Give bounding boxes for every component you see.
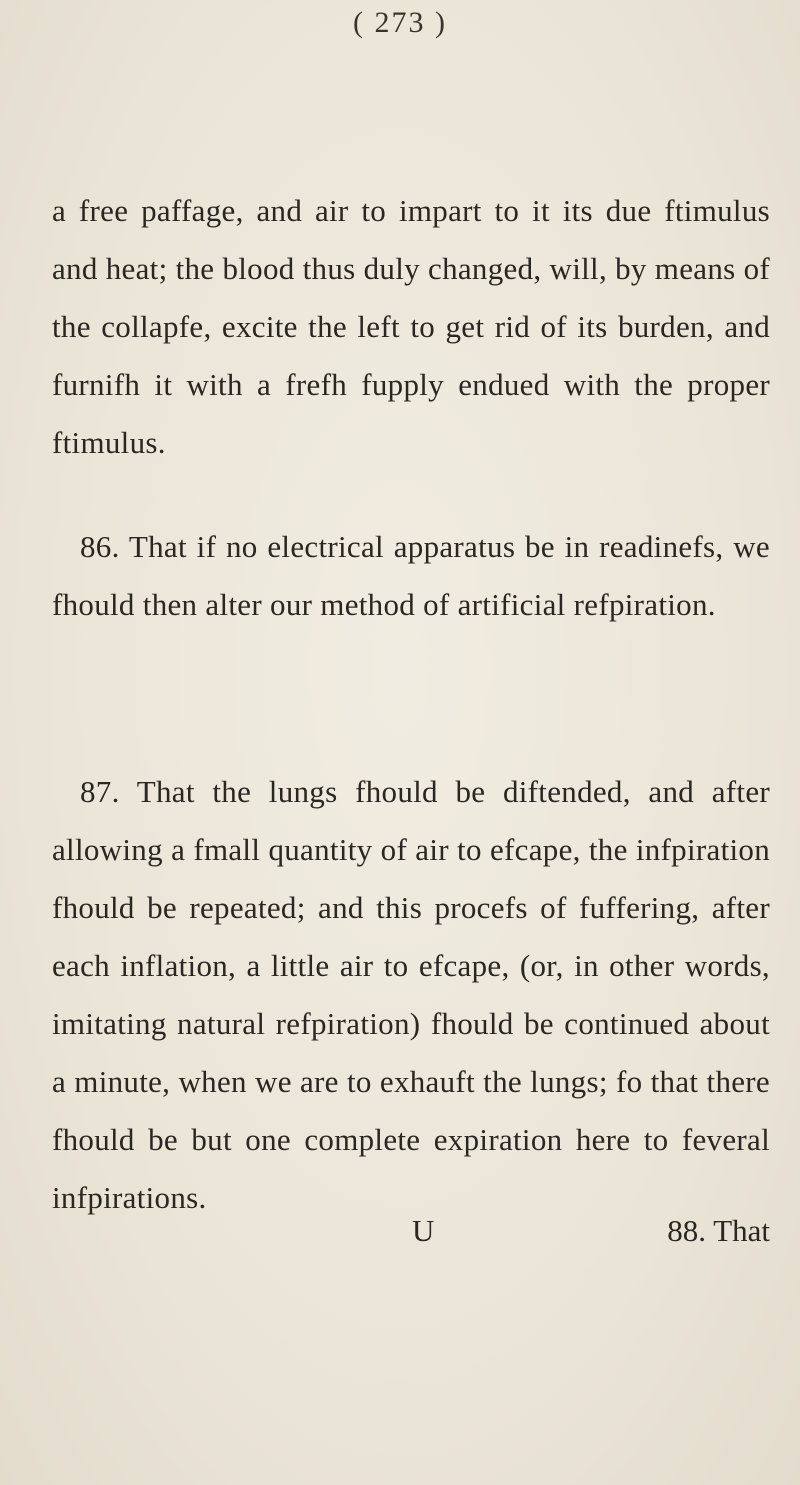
paragraph-section-86: 86. That if no electrical apparatus be in readinefs, we fhould then alter our method of artificial refpiration. <box>52 529 770 622</box>
footer-row <box>0 1213 800 1263</box>
catchword: 88. That <box>667 1213 770 1248</box>
page-number: ( 273 ) <box>353 6 447 39</box>
paragraph-continuation: a free paffage, and air to impart to it its due ftimulus and heat; the blood thus duly changed, will, by means of the collapfe, excite the left to get rid of its burden, and furnifh it with a frefh fupply endued with the proper ftimulus. <box>52 193 770 460</box>
paragraph-section-87: 87. That the lungs fhould be diftended, and after allowing a fmall quantity of air to efcape, the infpiration fhould be repeated; and this procefs of fuffering, after each inflation, a little air to efcape, (or, in other words, imitating natural refpiration) fhould be continued about a minute, when we are to exhauft the lungs; fo that there fhould be but one complete expiration here to feveral infpirations. <box>52 774 770 1215</box>
signature-mark: U <box>412 1213 435 1248</box>
